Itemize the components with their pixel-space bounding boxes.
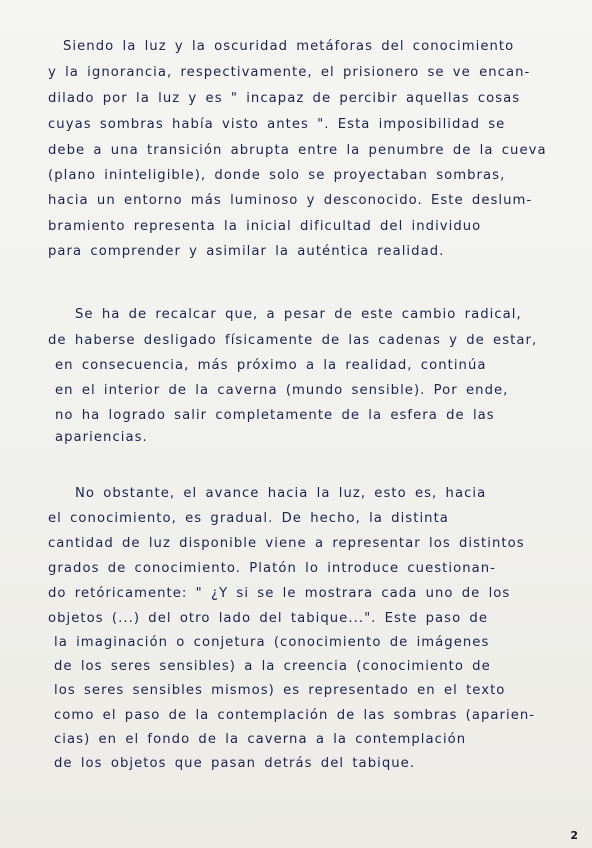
text-line: do retóricamente: " ¿Y si se le mostrara cada uno de los xyxy=(48,586,511,601)
text-line: apariencias. xyxy=(55,430,148,445)
text-line: para comprender y asimilar la auténtica realidad. xyxy=(48,244,445,259)
text-line: como el paso de la contemplación de las sombras (aparien- xyxy=(54,708,536,723)
text-line: cuyas sombras había visto antes ". Esta imposibilidad se xyxy=(48,117,506,132)
text-line: de los seres sensibles) a la creencia (conocimiento de xyxy=(54,659,491,674)
text-line: hacia un entorno más luminoso y desconocido. Este deslum- xyxy=(48,193,533,208)
text-line: no ha logrado salir completamente de la esfera de las xyxy=(55,408,495,423)
text-line: No obstante, el avance hacia la luz, esto es, hacia xyxy=(75,486,487,501)
text-line: Siendo la luz y la oscuridad metáforas del conocimiento xyxy=(63,39,515,54)
text-line: en consecuencia, más próximo a la realidad, continúa xyxy=(55,358,487,373)
text-line: de los objetos que pasan detrás del tabique. xyxy=(54,756,416,771)
text-line: (plano ininteligible), donde solo se proyectaban sombras, xyxy=(48,168,506,183)
text-line: la imaginación o conjetura (conocimiento de imágenes xyxy=(54,635,490,650)
text-line: el conocimiento, es gradual. De hecho, la distinta xyxy=(48,511,449,526)
text-line: grados de conocimiento. Platón lo introduce cuestionan- xyxy=(48,561,496,576)
text-line: cantidad de luz disponible viene a representar los distintos xyxy=(48,536,525,551)
text-line: en el interior de la caverna (mundo sensible). Por ende, xyxy=(55,383,509,398)
text-line: los seres sensibles mismos) es representado en el texto xyxy=(54,683,506,698)
text-line: de haberse desligado físicamente de las cadenas y de estar, xyxy=(48,333,538,348)
text-line: objetos (...) del otro lado del tabique...". Este paso de xyxy=(48,611,489,626)
text-line: dilado por la luz y es " incapaz de percibir aquellas cosas xyxy=(48,91,521,106)
text-line: bramiento representa la inicial dificultad del individuo xyxy=(48,219,482,234)
text-line: Se ha de recalcar que, a pesar de este cambio radical, xyxy=(75,307,522,322)
page-number: 2 xyxy=(570,829,578,842)
text-line: debe a una transición abrupta entre la penumbre de la cueva xyxy=(48,143,547,158)
text-line: cias) en el fondo de la caverna a la contemplación xyxy=(54,732,467,747)
text-line: y la ignorancia, respectivamente, el prisionero se ve encan- xyxy=(48,65,531,80)
